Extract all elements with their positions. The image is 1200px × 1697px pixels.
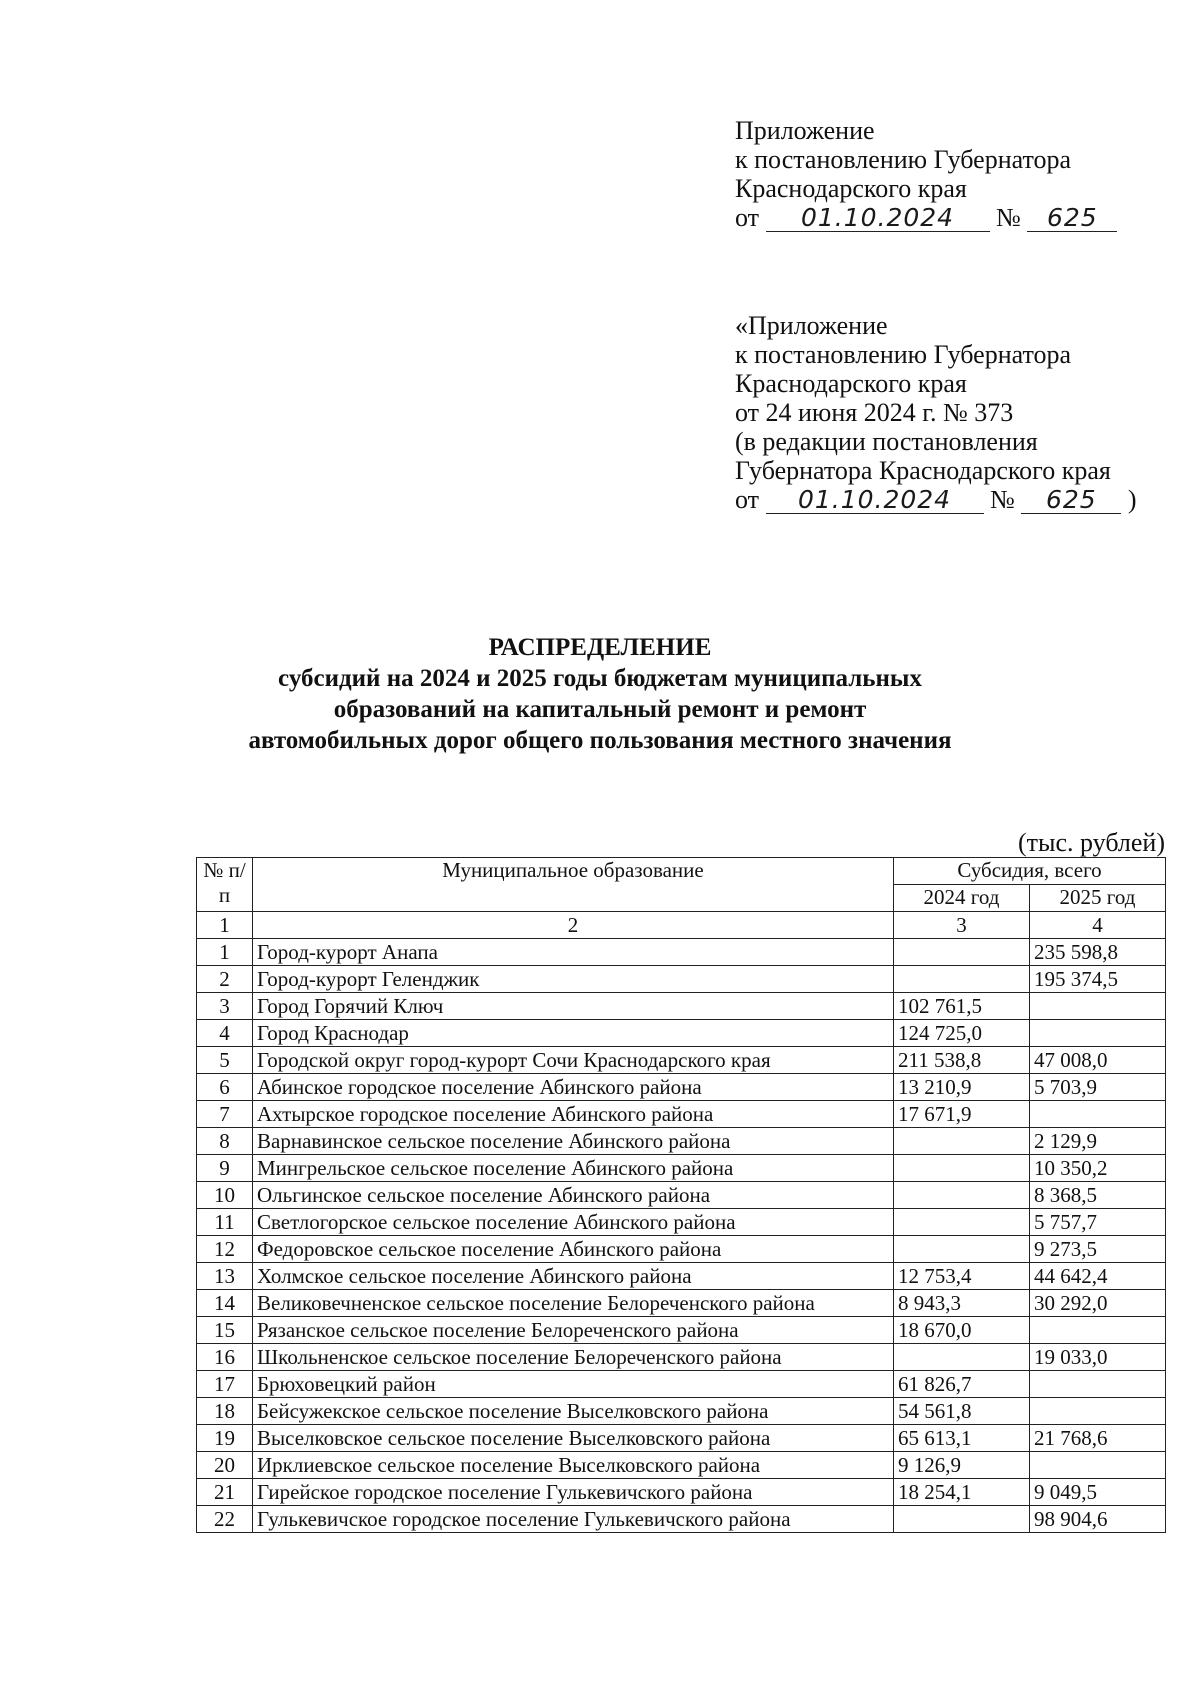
- row-number: 12: [197, 1236, 253, 1263]
- row-number: 5: [197, 1047, 253, 1074]
- subsidy-2025: 44 642,4: [1030, 1263, 1166, 1290]
- subsidy-2024: 18 670,0: [894, 1317, 1030, 1344]
- table-row: [197, 939, 1166, 966]
- subsidy-2024: 211 538,8: [894, 1047, 1030, 1074]
- table-row: [197, 1290, 1166, 1317]
- subsidy-2024: 8 943,3: [894, 1290, 1030, 1317]
- handwritten-date: 01.10.2024: [766, 487, 984, 514]
- municipality-name: Светлогорское сельское поселение Абинского района: [253, 1209, 894, 1236]
- subsidy-2024: [894, 939, 1030, 966]
- column-index: 1: [197, 912, 253, 939]
- row-number: 17: [197, 1371, 253, 1398]
- table-row: [197, 1020, 1166, 1047]
- appendix-decree-line: к постановлению Губернатора: [735, 145, 1072, 174]
- subsidy-2024: 124 725,0: [894, 1020, 1030, 1047]
- number-label: №: [996, 203, 1021, 232]
- municipality-name: Варнавинское сельское поселение Абинского района: [253, 1128, 894, 1155]
- number-label: №: [990, 485, 1015, 514]
- table-row: [197, 1506, 1166, 1533]
- municipality-name: Город-курорт Геленджик: [253, 966, 894, 993]
- municipality-name: Городской округ город-курорт Сочи Краснодарского края: [253, 1047, 894, 1074]
- handwritten-number: 625: [1027, 205, 1117, 232]
- subsidy-2024: 12 753,4: [894, 1263, 1030, 1290]
- subsidy-2025: 10 350,2: [1030, 1155, 1166, 1182]
- row-number: 8: [197, 1128, 253, 1155]
- header-year-2025: 2025 год: [1030, 885, 1166, 912]
- header-row: [197, 858, 1166, 885]
- subsidy-2024: [894, 1236, 1030, 1263]
- subsidy-2025: [1030, 1398, 1166, 1425]
- header-name: Муниципальное образование: [253, 858, 894, 912]
- row-number: 18: [197, 1398, 253, 1425]
- appendix-label: «Приложение: [735, 311, 888, 340]
- subsidy-2024: 18 254,1: [894, 1479, 1030, 1506]
- municipality-name: Город-курорт Анапа: [253, 939, 894, 966]
- municipality-name: Город Горячий Ключ: [253, 993, 894, 1020]
- subsidy-2025: [1030, 1317, 1166, 1344]
- subsidy-2025: [1030, 1101, 1166, 1128]
- municipality-name: Выселковское сельское поселение Выселковского района: [253, 1425, 894, 1452]
- table-row: [197, 1128, 1166, 1155]
- table-row: [197, 1479, 1166, 1506]
- document-title: [240, 632, 960, 756]
- municipality-name: Город Краснодар: [253, 1020, 894, 1047]
- table-row: [197, 966, 1166, 993]
- row-number: 9: [197, 1155, 253, 1182]
- table-row: [197, 1101, 1166, 1128]
- appendix-original-date-line: от 24 июня 2024 г. № 373: [735, 398, 1014, 427]
- appendix-block-current: [735, 116, 1117, 232]
- table-row: [197, 1047, 1166, 1074]
- appendix-region-line: Краснодарского края: [735, 369, 967, 398]
- row-number: 3: [197, 993, 253, 1020]
- subsidy-2024: 65 613,1: [894, 1425, 1030, 1452]
- row-number: 22: [197, 1506, 253, 1533]
- subsidy-2024: 61 826,7: [894, 1371, 1030, 1398]
- subsidy-2025: 21 768,6: [1030, 1425, 1166, 1452]
- units-note: (тыс. рублей): [1017, 828, 1165, 857]
- row-number: 6: [197, 1074, 253, 1101]
- closing-paren: ): [1127, 485, 1137, 514]
- subsidy-2025: 30 292,0: [1030, 1290, 1166, 1317]
- subsidy-2025: 9 273,5: [1030, 1236, 1166, 1263]
- row-number: 13: [197, 1263, 253, 1290]
- municipality-name: Рязанское сельское поселение Белореченского района: [253, 1317, 894, 1344]
- from-label: от: [735, 203, 760, 232]
- row-number: 4: [197, 1020, 253, 1047]
- subsidy-2024: [894, 1209, 1030, 1236]
- subsidy-2025: [1030, 1020, 1166, 1047]
- table-row: [197, 1074, 1166, 1101]
- row-number: 2: [197, 966, 253, 993]
- column-index-row: [197, 912, 1166, 939]
- subsidy-2025: 8 368,5: [1030, 1182, 1166, 1209]
- subsidy-2025: 195 374,5: [1030, 966, 1166, 993]
- municipality-name: Гулькевичское городское поселение Гулькевичского района: [253, 1506, 894, 1533]
- header-num: № п/п: [197, 858, 253, 912]
- title-line-2: образований на капитальный ремонт и ремонт: [333, 696, 867, 723]
- table-row: [197, 1425, 1166, 1452]
- subsidy-2024: 102 761,5: [894, 993, 1030, 1020]
- table-row: [197, 1155, 1166, 1182]
- municipality-name: Великовечненское сельское поселение Белореченского района: [253, 1290, 894, 1317]
- column-index: 2: [253, 912, 894, 939]
- subsidy-2024: [894, 1506, 1030, 1533]
- row-number: 20: [197, 1452, 253, 1479]
- subsidy-2025: 47 008,0: [1030, 1047, 1166, 1074]
- appendix-date-line: [735, 485, 1137, 514]
- subsidy-2025: 235 598,8: [1030, 939, 1166, 966]
- subsidy-2025: 5 757,7: [1030, 1209, 1166, 1236]
- subsidy-2025: [1030, 1452, 1166, 1479]
- subsidy-2024: 54 561,8: [894, 1398, 1030, 1425]
- title-line-3: автомобильных дорог общего пользования местного значения: [248, 727, 952, 754]
- appendix-region-line: Краснодарского края: [735, 174, 967, 203]
- row-number: 16: [197, 1344, 253, 1371]
- municipality-name: Ирклиевское сельское поселение Выселковского района: [253, 1452, 894, 1479]
- table-row: [197, 1398, 1166, 1425]
- subsidy-2024: [894, 1182, 1030, 1209]
- municipality-name: Бейсужекское сельское поселение Выселковского района: [253, 1398, 894, 1425]
- appendix-decree-line: к постановлению Губернатора: [735, 340, 1072, 369]
- municipality-name: Мингрельское сельское поселение Абинского района: [253, 1155, 894, 1182]
- table-row: [197, 1209, 1166, 1236]
- municipality-name: Холмское сельское поселение Абинского района: [253, 1263, 894, 1290]
- appendix-revision-line: (в редакции постановления: [735, 427, 1038, 456]
- subsidy-2024: [894, 966, 1030, 993]
- header-year-2024: 2024 год: [894, 885, 1030, 912]
- table-row: [197, 1182, 1166, 1209]
- municipality-name: Брюховецкий район: [253, 1371, 894, 1398]
- table-row: [197, 1263, 1166, 1290]
- municipality-name: Гирейское городское поселение Гулькевичского района: [253, 1479, 894, 1506]
- subsidy-2024: [894, 1344, 1030, 1371]
- table-row: [197, 1317, 1166, 1344]
- subsidy-2025: [1030, 1371, 1166, 1398]
- appendix-label: Приложение: [735, 116, 875, 145]
- municipality-name: Ахтырское городское поселение Абинского района: [253, 1101, 894, 1128]
- subsidy-2024: 17 671,9: [894, 1101, 1030, 1128]
- table-row: [197, 1344, 1166, 1371]
- header-subsidy: Субсидия, всего: [894, 858, 1166, 885]
- row-number: 19: [197, 1425, 253, 1452]
- subsidy-2025: [1030, 993, 1166, 1020]
- table-body: [197, 939, 1166, 1533]
- handwritten-number: 625: [1021, 487, 1121, 514]
- table-row: [197, 1452, 1166, 1479]
- subsidy-2024: 13 210,9: [894, 1074, 1030, 1101]
- table-row: [197, 1371, 1166, 1398]
- subsidy-2024: [894, 1155, 1030, 1182]
- subsidy-2024: [894, 1128, 1030, 1155]
- subsidy-table: [196, 857, 1166, 1533]
- row-number: 21: [197, 1479, 253, 1506]
- subsidy-2024: 9 126,9: [894, 1452, 1030, 1479]
- subsidy-2025: 98 904,6: [1030, 1506, 1166, 1533]
- title-heading: РАСПРЕДЕЛЕНИЕ: [488, 634, 712, 661]
- row-number: 10: [197, 1182, 253, 1209]
- appendix-block-original: [735, 311, 1137, 514]
- table-row: [197, 993, 1166, 1020]
- municipality-name: Абинское городское поселение Абинского района: [253, 1074, 894, 1101]
- appendix-date-line: [735, 203, 1117, 232]
- municipality-name: Школьненское сельское поселение Белореченского района: [253, 1344, 894, 1371]
- row-number: 7: [197, 1101, 253, 1128]
- row-number: 11: [197, 1209, 253, 1236]
- row-number: 15: [197, 1317, 253, 1344]
- table-row: [197, 1236, 1166, 1263]
- row-number: 14: [197, 1290, 253, 1317]
- municipality-name: Федоровское сельское поселение Абинского района: [253, 1236, 894, 1263]
- municipality-name: Ольгинское сельское поселение Абинского района: [253, 1182, 894, 1209]
- column-index: 4: [1030, 912, 1166, 939]
- appendix-governor-line: Губернатора Краснодарского края: [735, 456, 1111, 485]
- from-label: от: [735, 485, 760, 514]
- title-line-1: субсидий на 2024 и 2025 годы бюджетам муниципальных: [278, 665, 922, 692]
- column-index: 3: [894, 912, 1030, 939]
- subsidy-2025: 5 703,9: [1030, 1074, 1166, 1101]
- subsidy-2025: 9 049,5: [1030, 1479, 1166, 1506]
- handwritten-date: 01.10.2024: [766, 205, 990, 232]
- row-number: 1: [197, 939, 253, 966]
- subsidy-2025: 2 129,9: [1030, 1128, 1166, 1155]
- subsidy-2025: 19 033,0: [1030, 1344, 1166, 1371]
